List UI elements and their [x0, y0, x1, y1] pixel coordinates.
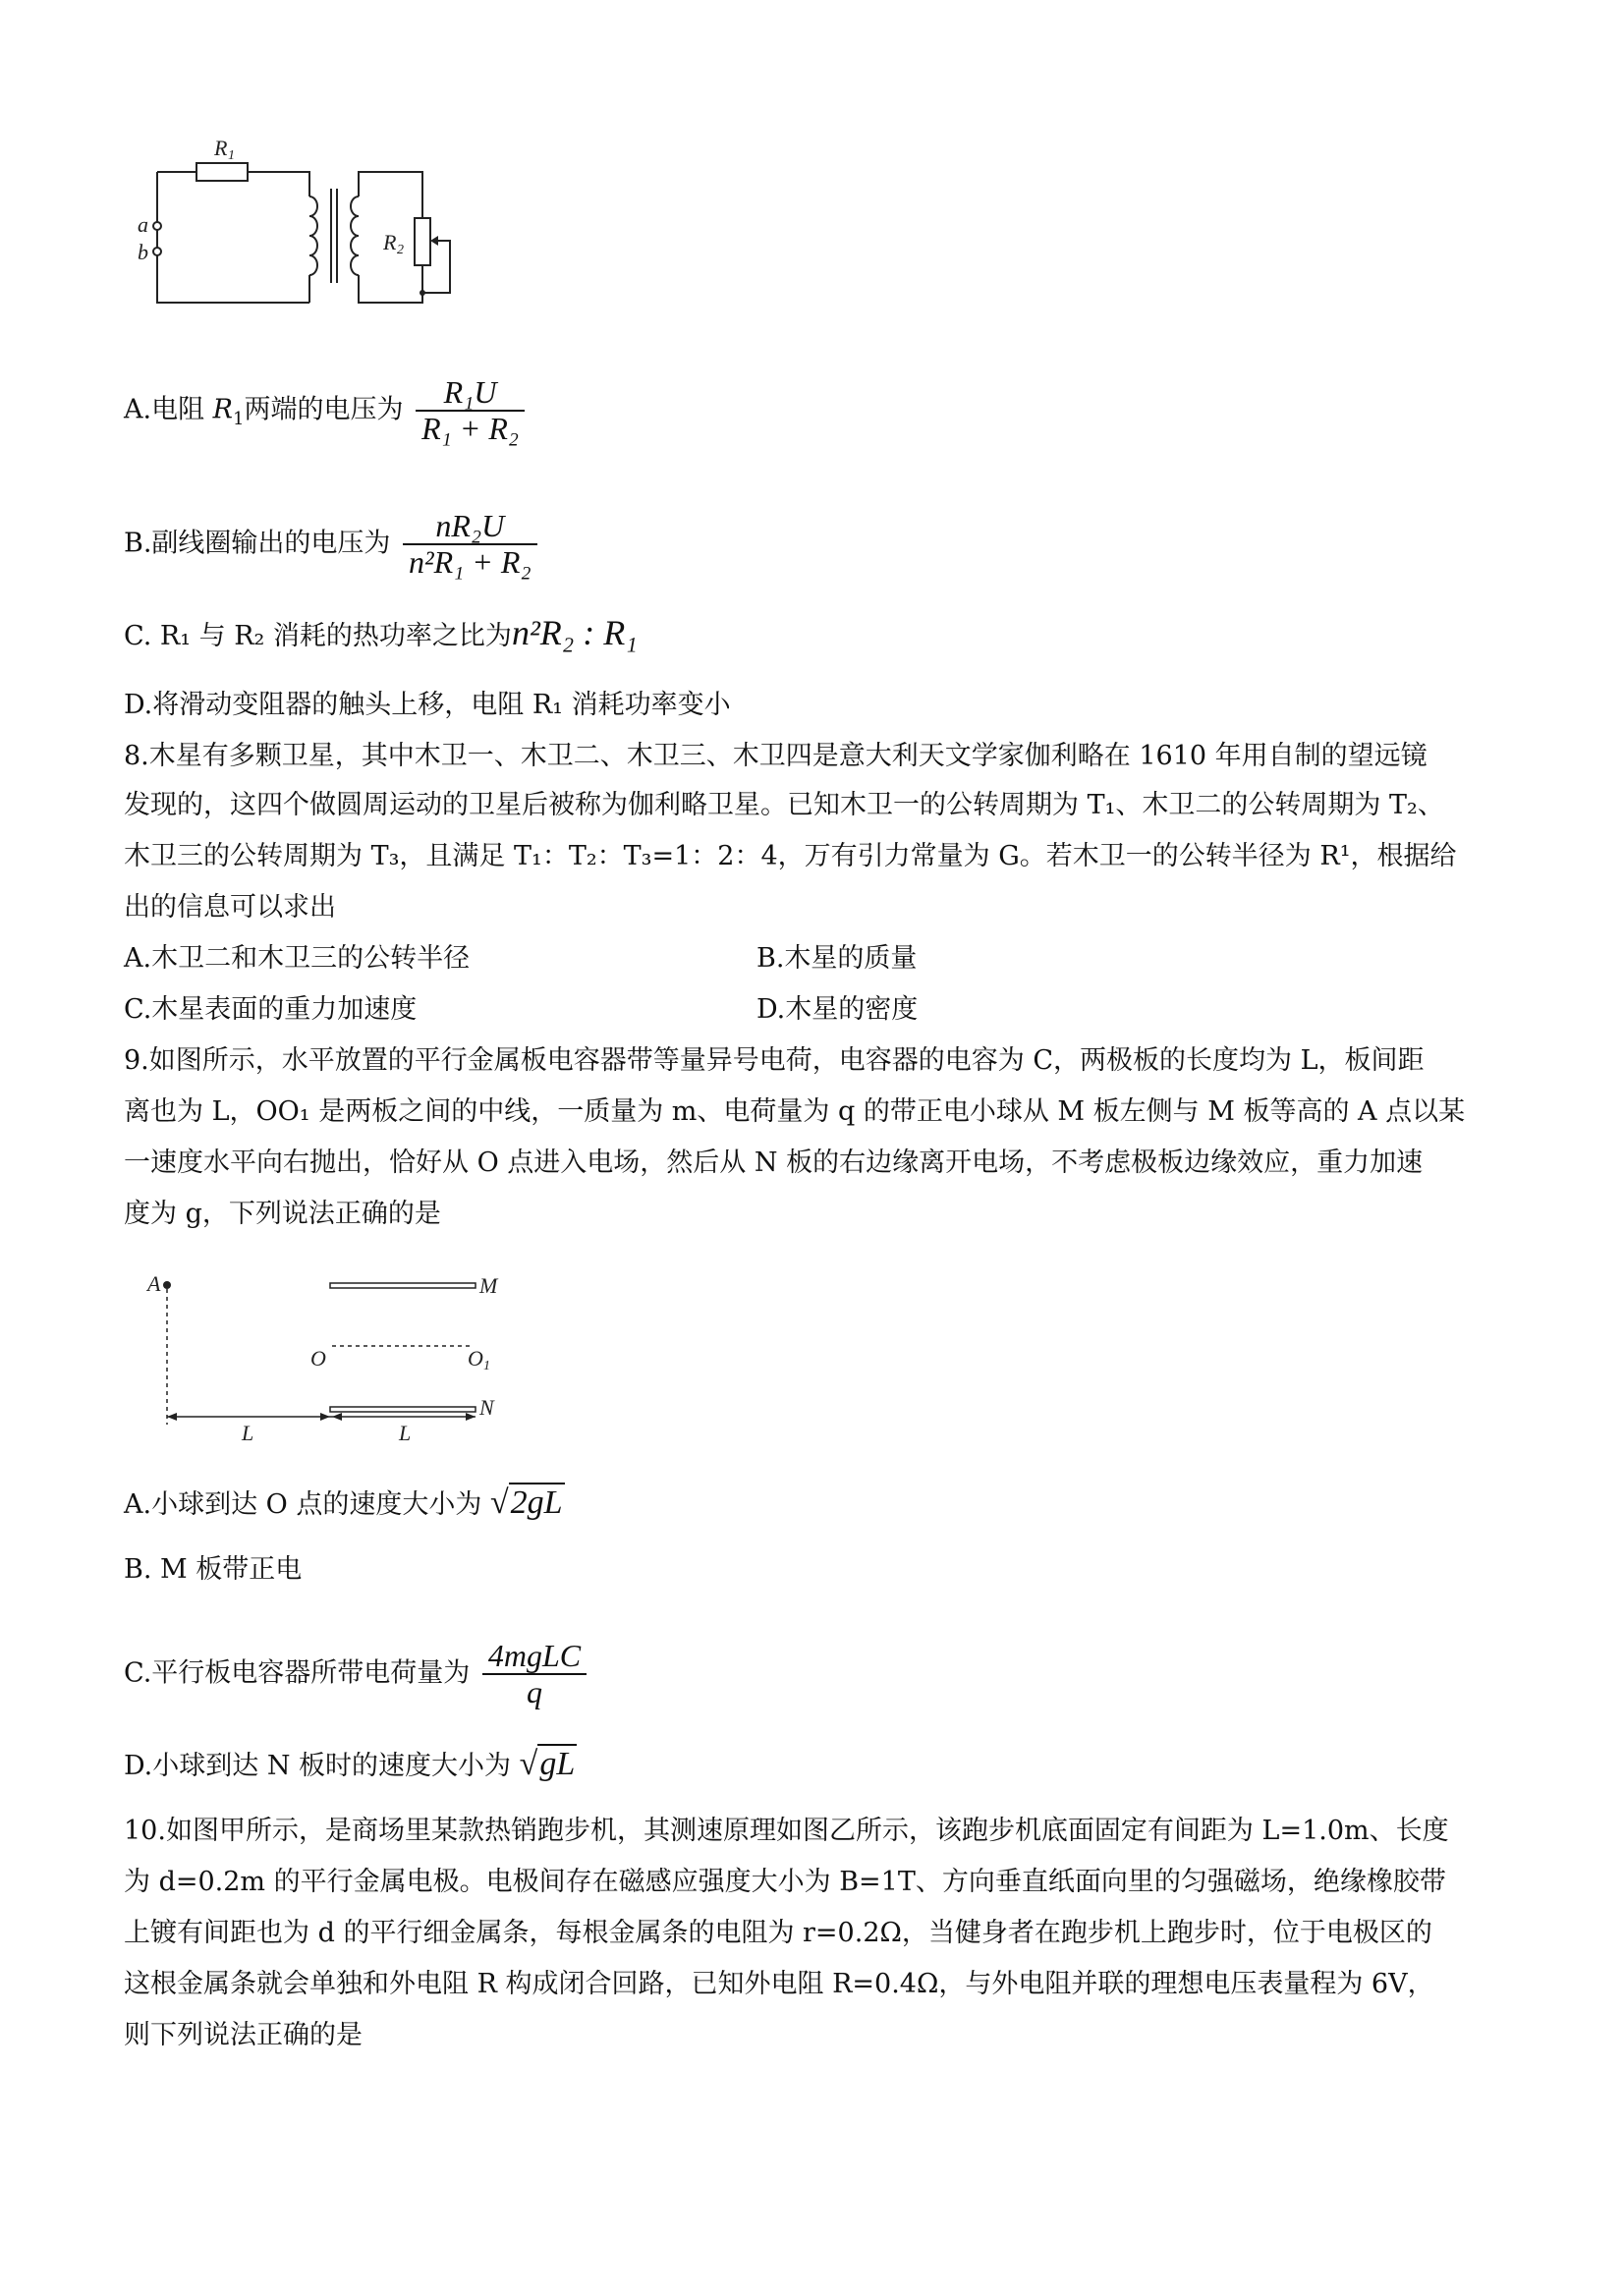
label-A: A — [147, 1271, 161, 1296]
label-O: O — [310, 1346, 326, 1371]
q7-option-d: D.将滑动变阻器的触头上移，电阻 R₁ 消耗功率变小 — [124, 690, 731, 720]
q8-option-b: B.木星的质量 — [756, 943, 918, 974]
q9-line-2: 离也为 L，OO₁ 是两板之间的中线，一质量为 m、电荷量为 q 的带正电小球从 M 板左侧与 M 板等高的 A 点以某 — [124, 1096, 1466, 1127]
label-r2-sub: 2 — [397, 243, 404, 257]
q10-line-4: 这根金属条就会单独和外电阻 R 构成闭合回路，已知外电阻 R=0.4Ω，与外电阻并联的理想电压表量程为 6V， — [124, 1969, 1434, 1999]
label-b: b — [138, 240, 148, 264]
label-M: M — [479, 1273, 498, 1298]
label-L-left: L — [242, 1421, 254, 1444]
q7-a-fraction: $\frac{\text{R₁U}}{\text{R₁ + R₂}}$ — [416, 375, 525, 446]
q9-option-a: A.小球到达 O 点的速度大小为 √2gL — [124, 1484, 563, 1521]
q7-option-b: B.副线圈输出的电压为 $\frac{\text{nR₂U}}{\text{n²R₁ + R₂}}$ — [124, 509, 537, 580]
q8-line-3: 木卫三的公转周期为 T₃，且满足 T₁：T₂：T₃=1：2：4，万有引力常量为 G。若木卫一的公转半径为 R¹，根据给 — [124, 841, 1457, 871]
q10-line-2: 为 d=0.2m 的平行金属电极。电极间存在磁感应强度大小为 B=1T、方向垂直纸面向里的匀强磁场，绝缘橡胶带 — [124, 1867, 1446, 1897]
q9-line-4: 度为 g，下列说法正确的是 — [124, 1199, 441, 1229]
q10-line-3: 上镀有间距也为 d 的平行细金属条，每根金属条的电阻为 r=0.2Ω，当健身者在跑步机上跑步时，位于电极区的 — [124, 1918, 1432, 1948]
label-L-right: L — [399, 1421, 412, 1444]
q10-line-1: 10.如图甲所示，是商场里某款热销跑步机，其测速原理如图乙所示，该跑步机底面固定有间距为 L=1.0m、长度 — [124, 1816, 1449, 1846]
q9-line-3: 一速度水平向右抛出，恰好从 O 点进入电场，然后从 N 板的右边缘离开电场，不考虑极板边缘效应，重力加速 — [124, 1148, 1424, 1178]
label-r2: R — [383, 230, 397, 254]
q7-option-c: C. R₁ 与 R₂ 消耗的热功率之比为n²R₂ : R₁ — [124, 613, 638, 652]
q7-option-a: A.电阻 $R_1$两端的电压为 $\frac{\text{R₁U}}{\text{R₁ + R₂}}$ — [124, 375, 525, 446]
label-O1: O — [468, 1346, 483, 1371]
q9-d-sqrt: √gL — [519, 1746, 576, 1782]
q9-c-fraction: $\frac{\text{4mgLC}}{q}$ — [482, 1639, 587, 1709]
q9-option-b: B. M 板带正电 — [124, 1554, 303, 1585]
q8-line-1: 8.木星有多颗卫星，其中木卫一、木卫二、木卫三、木卫四是意大利天文学家伽利略在 1610 年用自制的望远镜 — [124, 741, 1427, 771]
circuit-diagram — [138, 128, 472, 324]
q9-option-c: C.平行板电容器所带电荷量为 $\frac{\text{4mgLC}}{q}$ — [124, 1639, 587, 1709]
label-r1-sub: 1 — [228, 148, 235, 163]
q8-option-a: A.木卫二和木卫三的公转半径 — [124, 943, 471, 974]
q7-b-fraction: $\frac{\text{nR₂U}}{\text{n²R₁ + R₂}}$ — [403, 509, 537, 580]
q9-a-sqrt: √2gL — [489, 1484, 563, 1521]
q8-line-4: 出的信息可以求出 — [124, 892, 336, 923]
q9-line-1: 9.如图所示，水平放置的平行金属板电容器带等量异号电荷，电容器的电容为 C，两极板的长度均为 L，板间距 — [124, 1045, 1425, 1076]
label-O1-sub: 1 — [483, 1359, 490, 1373]
label-N: N — [479, 1395, 494, 1420]
q9-option-d: D.小球到达 N 板时的速度大小为 √gL — [124, 1746, 576, 1782]
label-r1: R — [214, 136, 228, 160]
q10-line-5: 则下列说法正确的是 — [124, 2020, 363, 2050]
label-a: a — [138, 212, 148, 237]
capacitor-diagram — [145, 1267, 519, 1444]
q8-option-d: D.木星的密度 — [756, 994, 919, 1025]
q8-line-2: 发现的，这四个做圆周运动的卫星后被称为伽利略卫星。已知木卫一的公转周期为 T₁、木卫二的公转周期为 T₂、 — [124, 790, 1444, 820]
q8-option-c: C.木星表面的重力加速度 — [124, 994, 418, 1025]
